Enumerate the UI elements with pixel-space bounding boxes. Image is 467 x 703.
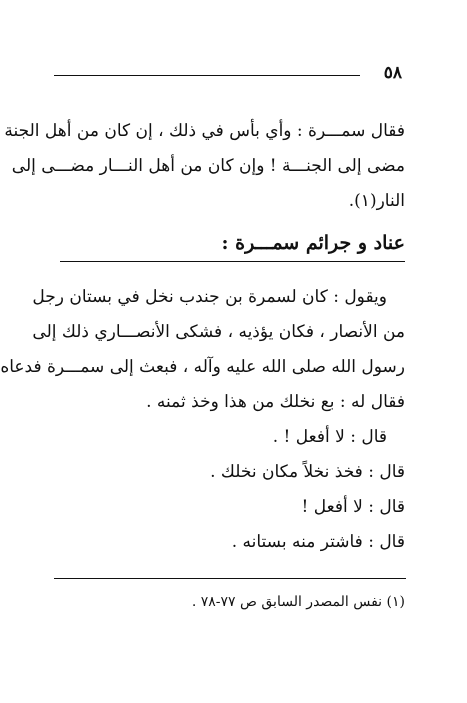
paragraph-2-line: ويقول : كان لسمرة بن جندب نخل في بستان رجل (32, 287, 387, 307)
dialog-line: قال : لا أفعل ! (301, 497, 405, 517)
paragraph-2 (0, 280, 405, 420)
paragraph-1-line: النار(١). (348, 191, 405, 211)
page-number: ٥٨ (383, 63, 402, 83)
section-heading-text: عناد و جرائم سمـــرة : (221, 232, 405, 254)
paragraph-2-line: فقال له : بع نخلك من هذا وخذ ثمنه . (146, 392, 405, 412)
paragraph-1 (4, 114, 405, 219)
paragraph-1-line: فقال سمـــرة : وأي بأس في ذلك ، إن كان من أهل الجنة (4, 121, 405, 141)
dialog-line: قال : فاشتر منه بستانه . (231, 532, 405, 552)
dialog-line: قال : لا أفعل ! . (272, 427, 387, 447)
dialog-line: قال : فخذ نخلاً مكان نخلك . (210, 462, 405, 482)
footnote-rule (54, 578, 406, 579)
page-header (54, 62, 402, 84)
paragraph-1-line: مضى إلى الجنـــة ! وإن كان من أهل النـــار مضـــى إلى (11, 156, 405, 176)
header-rule (54, 75, 360, 76)
paragraph-2-line: من الأنصار ، فكان يؤذيه ، فشكى الأنصـــاري ذلك إلى (32, 322, 405, 342)
dialog-block (60, 420, 405, 560)
heading-underline (60, 261, 405, 262)
footnote: (١) نفس المصدر السابق ص ٧٧-٧٨ . (191, 594, 405, 610)
paragraph-2-line: رسول الله صلى الله عليه وآله ، فبعث إلى سمـــرة فدعاه (0, 357, 405, 377)
section-heading (60, 228, 405, 264)
